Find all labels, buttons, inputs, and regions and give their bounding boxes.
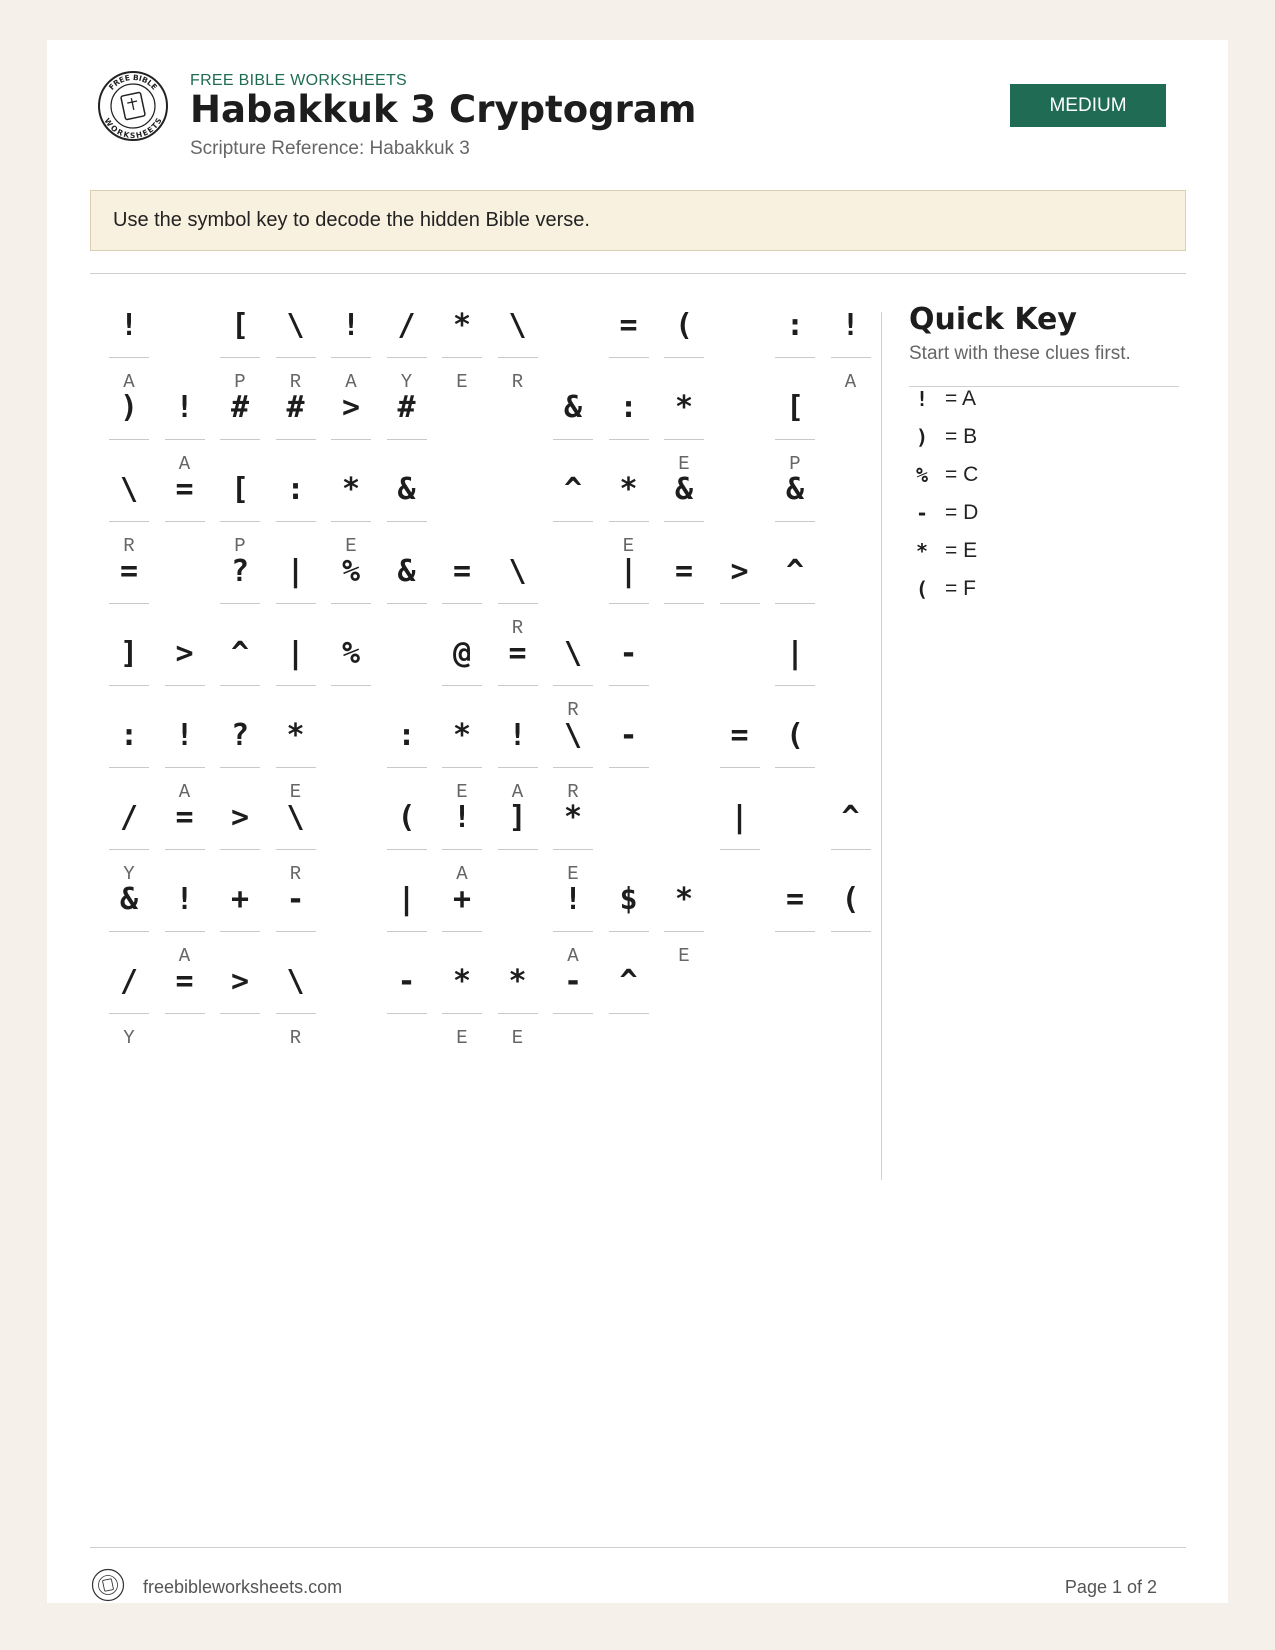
hint-letter: Y xyxy=(123,1027,135,1049)
answer-blank[interactable] xyxy=(220,521,260,522)
answer-blank[interactable] xyxy=(331,685,371,686)
answer-blank[interactable] xyxy=(220,685,260,686)
cipher-symbol: \ xyxy=(508,307,527,343)
answer-blank[interactable] xyxy=(609,439,649,440)
answer-blank[interactable] xyxy=(276,849,316,850)
hint-letter: A xyxy=(178,453,191,475)
cipher-cell[interactable] xyxy=(165,959,205,1059)
answer-blank[interactable] xyxy=(553,439,593,440)
answer-blank[interactable] xyxy=(331,439,371,440)
cipher-cell[interactable] xyxy=(720,549,760,649)
cipher-symbol: # xyxy=(230,389,250,425)
hint-letter xyxy=(775,781,815,803)
hint-letter xyxy=(387,1027,427,1049)
answer-blank[interactable] xyxy=(498,685,538,686)
answer-blank[interactable] xyxy=(387,521,427,522)
quick-key-entry xyxy=(909,384,1169,414)
hint-letter: R xyxy=(567,781,579,803)
cipher-cell[interactable] xyxy=(664,549,704,649)
quick-key-symbol: ! xyxy=(915,387,929,411)
cipher-symbol: % xyxy=(341,553,361,589)
answer-blank[interactable] xyxy=(609,1013,649,1014)
hint-letter xyxy=(220,1027,260,1049)
answer-blank[interactable] xyxy=(220,357,260,358)
footer-site-link[interactable]: freebibleworksheets.com xyxy=(143,1577,343,1597)
cipher-symbol: = xyxy=(508,635,527,671)
hint-letter: R xyxy=(289,863,302,885)
cipher-symbol: ! xyxy=(175,881,194,917)
cipher-symbol: = xyxy=(730,717,749,753)
answer-blank[interactable] xyxy=(442,767,482,768)
answer-blank[interactable] xyxy=(276,1013,316,1014)
answer-blank[interactable] xyxy=(109,439,149,440)
answer-blank[interactable] xyxy=(387,357,427,358)
cipher-symbol: - xyxy=(619,717,638,753)
cipher-cell[interactable] xyxy=(720,795,760,895)
cipher-symbol: | xyxy=(286,553,305,589)
answer-blank[interactable] xyxy=(498,767,538,768)
cipher-symbol: # xyxy=(286,389,305,425)
cipher-cell[interactable] xyxy=(498,303,538,403)
cipher-symbol: = xyxy=(452,553,472,589)
answer-blank[interactable] xyxy=(498,1013,538,1014)
cipher-cell[interactable] xyxy=(831,303,871,403)
quick-key-entry xyxy=(909,536,1169,566)
answer-blank[interactable] xyxy=(775,931,815,932)
quick-key-title: Quick Key xyxy=(909,302,1077,337)
cipher-symbol: ! xyxy=(841,307,860,343)
cipher-symbol: @ xyxy=(452,635,472,671)
cipher-symbol: - xyxy=(563,963,583,999)
cipher-symbol: \ xyxy=(286,963,305,999)
cipher-cell[interactable] xyxy=(220,959,260,1059)
hint-letter xyxy=(831,945,871,967)
cipher-cell[interactable] xyxy=(331,631,371,731)
hint-letter xyxy=(331,699,371,721)
quick-key-value: = E xyxy=(945,539,978,562)
hint-letter: P xyxy=(234,371,246,393)
quick-key-entry xyxy=(909,460,1169,490)
hint-letter xyxy=(664,617,704,639)
cipher-cell[interactable] xyxy=(442,959,482,1059)
answer-blank[interactable] xyxy=(720,603,760,604)
hint-letter: R xyxy=(289,371,302,393)
answer-blank[interactable] xyxy=(109,931,149,932)
answer-blank[interactable] xyxy=(331,357,371,358)
quick-key-entry xyxy=(909,422,1169,452)
cipher-cell[interactable] xyxy=(276,959,316,1059)
cipher-symbol: * xyxy=(452,307,472,343)
column-divider xyxy=(881,312,882,1180)
quick-key-symbol: - xyxy=(915,501,929,525)
answer-blank[interactable] xyxy=(498,357,538,358)
cipher-symbol: : xyxy=(119,717,139,753)
quick-key-value: = F xyxy=(945,577,976,600)
cipher-symbol: > xyxy=(230,799,250,835)
cipher-symbol: ! xyxy=(119,307,139,343)
hint-letter: E xyxy=(567,863,579,885)
answer-blank[interactable] xyxy=(387,767,427,768)
answer-blank[interactable] xyxy=(553,767,593,768)
answer-blank[interactable] xyxy=(165,439,205,440)
answer-blank[interactable] xyxy=(165,521,205,522)
cipher-symbol: | xyxy=(286,635,305,671)
cipher-symbol: | xyxy=(619,553,638,589)
cipher-symbol: [ xyxy=(230,307,250,343)
hint-letter: E xyxy=(345,535,357,557)
cipher-symbol: & xyxy=(119,881,139,917)
answer-blank[interactable] xyxy=(775,439,815,440)
cipher-symbol: = xyxy=(119,553,139,589)
quick-key-symbol: % xyxy=(915,463,929,487)
cipher-cell[interactable] xyxy=(775,877,815,977)
hint-letter xyxy=(387,617,427,639)
answer-blank[interactable] xyxy=(609,357,649,358)
answer-blank[interactable] xyxy=(664,439,704,440)
hint-letter: R xyxy=(289,1027,302,1049)
answer-blank[interactable] xyxy=(831,849,871,850)
answer-blank[interactable] xyxy=(165,931,205,932)
hint-letter xyxy=(720,617,760,639)
answer-blank[interactable] xyxy=(331,603,371,604)
answer-blank[interactable] xyxy=(664,357,704,358)
answer-blank[interactable] xyxy=(109,521,149,522)
hint-letter: R xyxy=(123,535,135,557)
cipher-symbol: \ xyxy=(563,717,583,753)
answer-blank[interactable] xyxy=(165,767,205,768)
cipher-symbol: | xyxy=(730,799,749,835)
answer-blank[interactable] xyxy=(276,767,316,768)
svg-text:WORKSHEETS: WORKSHEETS xyxy=(102,116,164,141)
cipher-cell[interactable] xyxy=(442,303,482,403)
hint-letter: E xyxy=(678,453,690,475)
answer-blank[interactable] xyxy=(664,521,704,522)
cipher-symbol: > xyxy=(341,389,361,425)
answer-blank[interactable] xyxy=(276,439,316,440)
cipher-symbol: ! xyxy=(452,799,472,835)
hint-letter: E xyxy=(456,371,468,393)
cipher-cell[interactable] xyxy=(165,467,205,567)
cipher-symbol: ! xyxy=(341,307,361,343)
cipher-symbol: ( xyxy=(785,717,805,753)
answer-blank[interactable] xyxy=(553,521,593,522)
answer-blank[interactable] xyxy=(553,685,593,686)
cipher-symbol: : xyxy=(397,717,416,753)
quick-key-entry xyxy=(909,498,1169,528)
cipher-symbol: * xyxy=(286,717,305,753)
cipher-cell[interactable] xyxy=(609,713,649,813)
cipher-cell[interactable] xyxy=(831,877,871,977)
footer-divider xyxy=(90,1547,1186,1548)
cipher-cell[interactable] xyxy=(498,959,538,1059)
cipher-symbol: ? xyxy=(230,717,250,753)
cipher-symbol: ( xyxy=(841,881,860,917)
answer-blank[interactable] xyxy=(498,603,538,604)
cipher-symbol: : xyxy=(286,471,305,507)
cipher-symbol: = xyxy=(175,471,194,507)
hint-letter: A xyxy=(345,371,357,393)
cipher-symbol: ) xyxy=(119,389,139,425)
cryptogram-grid xyxy=(47,40,860,1190)
cipher-symbol: ] xyxy=(508,799,527,835)
cipher-symbol: ] xyxy=(119,635,139,671)
cipher-symbol: - xyxy=(286,881,305,917)
hint-letter: A xyxy=(178,781,191,803)
hint-letter: A xyxy=(456,863,468,885)
cipher-cell[interactable] xyxy=(553,467,593,567)
cipher-symbol: \ xyxy=(508,553,527,589)
cipher-symbol: \ xyxy=(563,635,583,671)
cipher-symbol: & xyxy=(674,471,694,507)
quick-key-value: = D xyxy=(945,501,979,524)
cipher-symbol: / xyxy=(119,799,139,835)
cipher-symbol: : xyxy=(619,389,638,425)
cipher-symbol: ^ xyxy=(785,553,805,589)
cipher-symbol: & xyxy=(563,389,583,425)
hint-letter: E xyxy=(511,1027,524,1049)
answer-blank[interactable] xyxy=(276,931,316,932)
answer-blank[interactable] xyxy=(442,357,482,358)
hint-letter: A xyxy=(123,371,135,393)
answer-blank[interactable] xyxy=(775,767,815,768)
scripture-reference: Scripture Reference: Habakkuk 3 xyxy=(190,138,470,159)
cipher-symbol: * xyxy=(341,471,361,507)
answer-blank[interactable] xyxy=(664,603,704,604)
cipher-symbol: = xyxy=(619,307,638,343)
cipher-symbol: | xyxy=(397,881,416,917)
answer-blank[interactable] xyxy=(609,767,649,768)
hint-letter xyxy=(609,1027,649,1049)
cipher-symbol: + xyxy=(230,881,250,917)
cipher-cell[interactable] xyxy=(609,959,649,1059)
answer-blank[interactable] xyxy=(165,1013,205,1014)
hint-letter xyxy=(553,1027,593,1049)
answer-blank[interactable] xyxy=(165,849,205,850)
cipher-symbol: * xyxy=(674,389,694,425)
hint-letter: Y xyxy=(123,863,135,885)
quick-key-symbol: ( xyxy=(915,577,929,601)
hint-letter xyxy=(553,535,593,557)
cipher-symbol: * xyxy=(674,881,694,917)
answer-blank[interactable] xyxy=(442,849,482,850)
cipher-cell[interactable] xyxy=(387,959,427,1059)
answer-blank[interactable] xyxy=(775,603,815,604)
cipher-cell[interactable] xyxy=(775,713,815,813)
cipher-symbol: > xyxy=(175,635,194,671)
cipher-symbol: ^ xyxy=(563,471,583,507)
quick-key-value: = A xyxy=(945,387,976,410)
quick-key-entry xyxy=(909,574,1169,604)
answer-blank[interactable] xyxy=(442,1013,482,1014)
cipher-symbol: = xyxy=(175,799,194,835)
answer-blank[interactable] xyxy=(109,603,149,604)
answer-blank[interactable] xyxy=(276,603,316,604)
cipher-symbol: - xyxy=(619,635,638,671)
hint-letter: Y xyxy=(400,371,413,393)
cipher-symbol: > xyxy=(230,963,250,999)
hint-letter: R xyxy=(511,371,524,393)
answer-blank[interactable] xyxy=(387,1013,427,1014)
hint-letter: R xyxy=(567,699,579,721)
answer-blank[interactable] xyxy=(609,521,649,522)
cipher-symbol: + xyxy=(452,881,472,917)
answer-blank[interactable] xyxy=(109,849,149,850)
hint-letter: A xyxy=(567,945,579,967)
answer-blank[interactable] xyxy=(109,685,149,686)
hint-letter: A xyxy=(511,781,524,803)
hint-letter xyxy=(609,781,649,803)
page-title: Habakkuk 3 Cryptogram xyxy=(190,88,697,131)
cipher-symbol: & xyxy=(397,471,416,507)
cipher-symbol: ( xyxy=(674,307,694,343)
footer-seal-logo-icon xyxy=(91,1568,125,1602)
answer-blank[interactable] xyxy=(442,931,482,932)
quick-key-symbol: * xyxy=(915,539,929,563)
cipher-symbol: ^ xyxy=(841,799,860,835)
hint-letter: R xyxy=(511,617,524,639)
cipher-symbol: \ xyxy=(119,471,139,507)
cipher-symbol: \ xyxy=(286,307,305,343)
answer-blank[interactable] xyxy=(331,521,371,522)
quick-key-symbol: ) xyxy=(915,425,929,449)
answer-blank[interactable] xyxy=(220,767,260,768)
svg-text:FREE BIBLE: FREE BIBLE xyxy=(106,72,160,92)
cipher-cell[interactable] xyxy=(664,877,704,977)
hint-letter xyxy=(165,1027,205,1049)
answer-blank[interactable] xyxy=(165,685,205,686)
cipher-symbol: ! xyxy=(175,389,194,425)
cipher-symbol: ( xyxy=(397,799,416,835)
answer-blank[interactable] xyxy=(109,767,149,768)
cipher-symbol: ! xyxy=(175,717,194,753)
answer-blank[interactable] xyxy=(720,849,760,850)
cipher-symbol: ^ xyxy=(230,635,250,671)
cipher-symbol: > xyxy=(730,553,749,589)
answer-blank[interactable] xyxy=(553,1013,593,1014)
worksheet-page xyxy=(47,40,1228,1603)
answer-blank[interactable] xyxy=(220,439,260,440)
hint-letter: E xyxy=(456,1027,468,1049)
cipher-symbol: : xyxy=(785,307,805,343)
cipher-symbol: [ xyxy=(785,389,805,425)
cipher-cell[interactable] xyxy=(109,959,149,1059)
answer-blank[interactable] xyxy=(276,357,316,358)
cipher-symbol: = xyxy=(175,963,194,999)
cipher-symbol: ! xyxy=(563,881,583,917)
hint-letter: E xyxy=(678,945,690,967)
answer-blank[interactable] xyxy=(220,849,260,850)
answer-blank[interactable] xyxy=(387,439,427,440)
cipher-symbol: * xyxy=(452,717,472,753)
cipher-symbol: * xyxy=(619,471,638,507)
cipher-symbol: - xyxy=(397,963,416,999)
answer-blank[interactable] xyxy=(609,931,649,932)
cipher-symbol: / xyxy=(397,307,416,343)
cipher-symbol: [ xyxy=(230,471,250,507)
cipher-symbol: * xyxy=(508,963,527,999)
answer-blank[interactable] xyxy=(109,1013,149,1014)
answer-blank[interactable] xyxy=(609,603,649,604)
hint-letter xyxy=(498,863,538,885)
answer-blank[interactable] xyxy=(220,603,260,604)
answer-blank[interactable] xyxy=(276,521,316,522)
answer-blank[interactable] xyxy=(775,521,815,522)
quick-key-value: = C xyxy=(945,463,979,486)
page-number: Page 1 of 2 xyxy=(1064,1577,1157,1597)
answer-blank[interactable] xyxy=(775,357,815,358)
answer-blank[interactable] xyxy=(220,931,260,932)
cipher-symbol: $ xyxy=(619,881,638,917)
cipher-cell[interactable] xyxy=(498,795,538,895)
answer-blank[interactable] xyxy=(831,931,871,932)
answer-blank[interactable] xyxy=(609,685,649,686)
cipher-symbol: & xyxy=(785,471,805,507)
cipher-symbol: % xyxy=(341,635,361,671)
hint-letter: E xyxy=(622,535,635,557)
cipher-cell[interactable] xyxy=(553,959,593,1059)
answer-blank[interactable] xyxy=(720,767,760,768)
brand-name: FREE BIBLE WORKSHEETS xyxy=(190,72,408,89)
answer-blank[interactable] xyxy=(387,849,427,850)
answer-blank[interactable] xyxy=(498,849,538,850)
answer-blank[interactable] xyxy=(831,357,871,358)
cipher-symbol: ! xyxy=(508,717,527,753)
cipher-symbol: \ xyxy=(286,799,305,835)
quick-key-subtitle: Start with these clues first. xyxy=(909,343,1131,364)
instructions-text: Use the symbol key to decode the hidden Bible verse. xyxy=(113,209,590,231)
hint-letter xyxy=(165,535,205,557)
cipher-symbol: & xyxy=(397,553,416,589)
answer-blank[interactable] xyxy=(442,685,482,686)
answer-blank[interactable] xyxy=(664,931,704,932)
hint-letter: E xyxy=(289,781,302,803)
cipher-symbol: ? xyxy=(230,553,250,589)
answer-blank[interactable] xyxy=(442,603,482,604)
quick-key-value: = B xyxy=(945,425,978,448)
answer-blank[interactable] xyxy=(220,1013,260,1014)
answer-blank[interactable] xyxy=(553,849,593,850)
answer-blank[interactable] xyxy=(387,603,427,604)
cipher-symbol: ^ xyxy=(619,963,638,999)
cipher-symbol: * xyxy=(452,963,472,999)
cipher-symbol: = xyxy=(785,881,805,917)
answer-blank[interactable] xyxy=(109,357,149,358)
cipher-symbol: = xyxy=(674,553,694,589)
cipher-symbol: / xyxy=(119,963,139,999)
hint-letter: E xyxy=(456,781,468,803)
hint-letter: P xyxy=(789,453,801,475)
hint-letter: A xyxy=(178,945,191,967)
hint-letter xyxy=(720,863,760,885)
hint-letter: A xyxy=(844,371,857,393)
cipher-symbol: # xyxy=(397,389,416,425)
answer-blank[interactable] xyxy=(276,685,316,686)
answer-blank[interactable] xyxy=(775,685,815,686)
cipher-symbol: | xyxy=(785,635,805,671)
hint-letter xyxy=(775,945,815,967)
cipher-symbol: * xyxy=(563,799,583,835)
hint-letter: P xyxy=(234,535,246,557)
answer-blank[interactable] xyxy=(553,931,593,932)
answer-blank[interactable] xyxy=(387,931,427,932)
cipher-cell[interactable] xyxy=(387,549,427,649)
difficulty-badge: MEDIUM xyxy=(1010,84,1166,127)
